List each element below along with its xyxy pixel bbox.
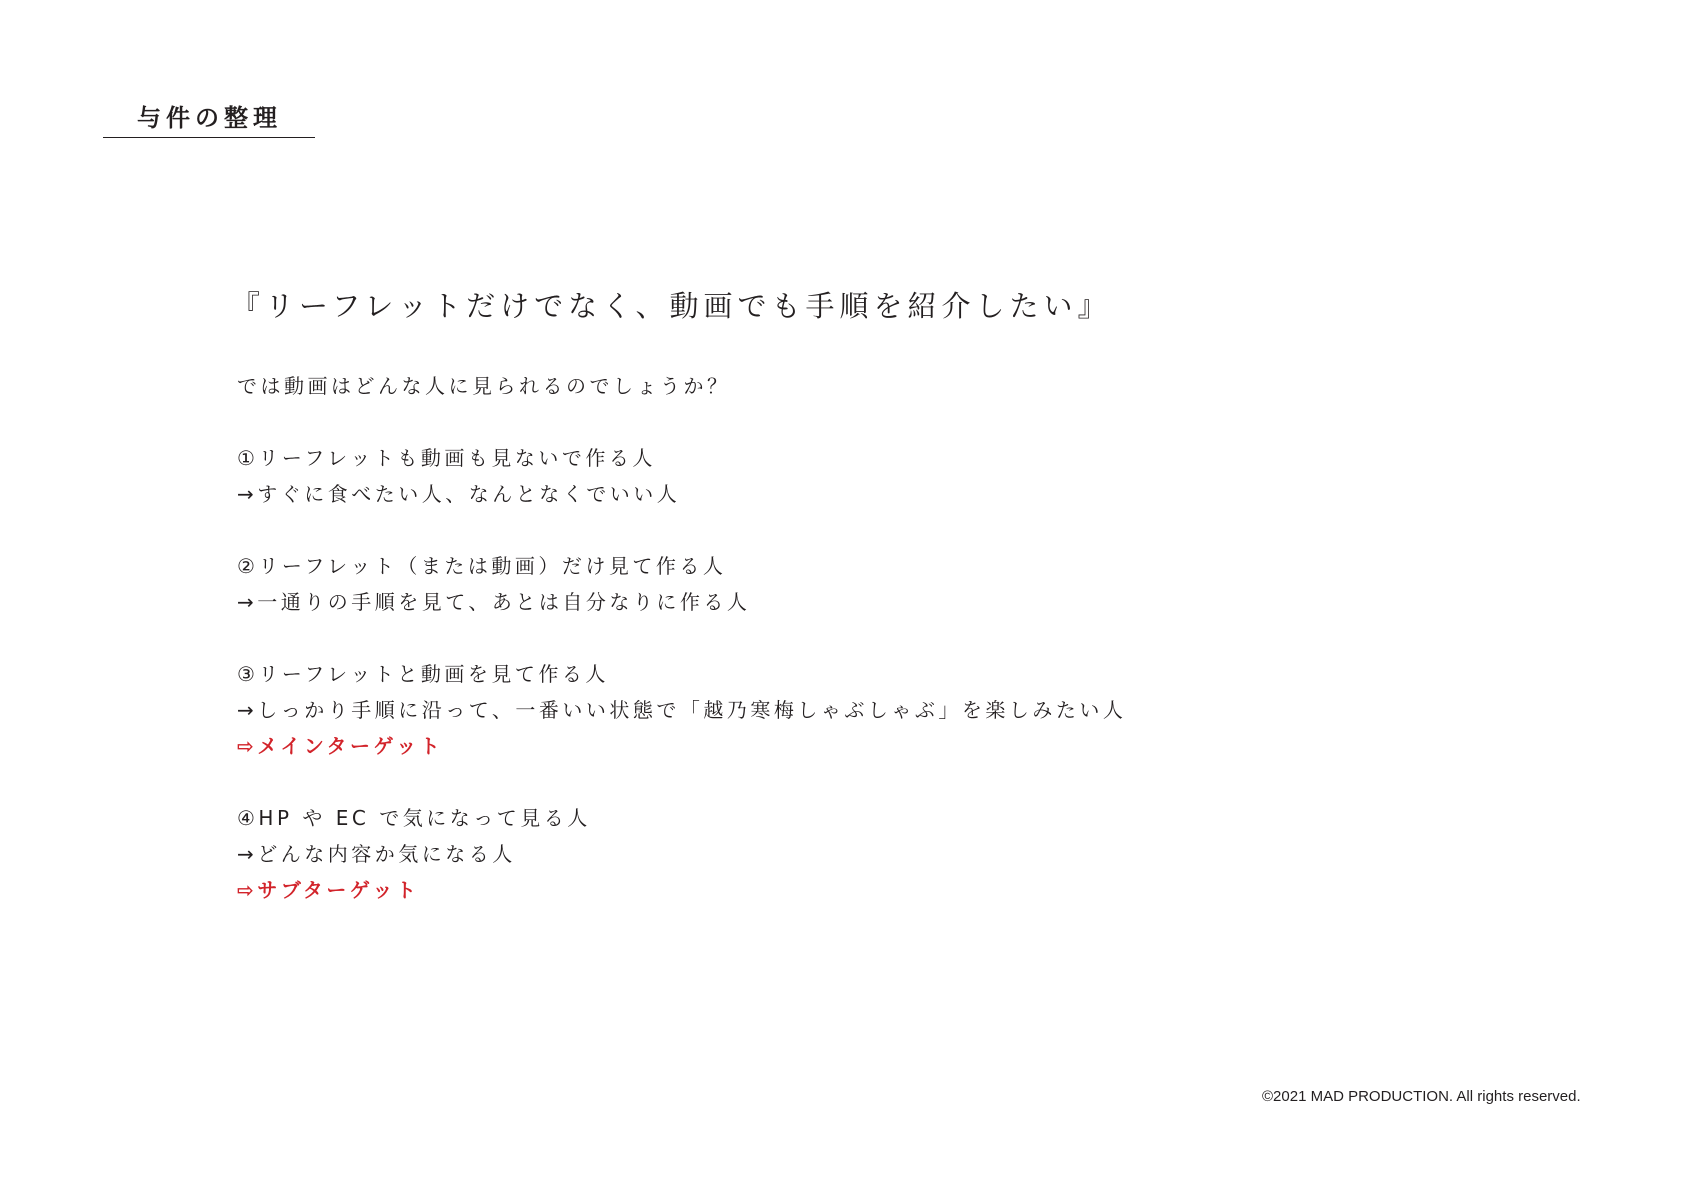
group-2-title: ②リーフレット（または動画）だけ見て作る人 xyxy=(237,554,727,578)
section-title: 与件の整理 xyxy=(137,104,282,132)
body-text xyxy=(237,368,1126,908)
section-title-underline xyxy=(103,137,315,138)
spacer xyxy=(237,404,1126,440)
main-target-label: ⇨メインターゲット xyxy=(237,734,444,758)
group-3-description: →しっかり手順に沿って、一番いい状態で「越乃寒梅しゃぶしゃぶ」を楽しみたい人 xyxy=(237,698,1127,722)
copyright: ©2021 MAD PRODUCTION. All rights reserved. xyxy=(1262,1088,1581,1105)
question-text: では動画はどんな人に見られるのでしょうか？ xyxy=(237,374,731,398)
spacer xyxy=(237,512,1126,548)
group-1-description: →すぐに食べたい人、なんとなくでいい人 xyxy=(237,482,681,506)
group-1-title: ①リーフレットも動画も見ないで作る人 xyxy=(237,446,656,470)
spacer xyxy=(237,620,1126,656)
group-2-description: →一通りの手順を見て、あとは自分なりに作る人 xyxy=(237,590,751,614)
group-3-title: ③リーフレットと動画を見て作る人 xyxy=(237,662,609,686)
group-4-title: ④HP や EC で気になって見る人 xyxy=(237,806,591,830)
sub-target-label: ⇨サブターゲット xyxy=(237,878,420,902)
headline: 『リーフレットだけでなく、動画でも手順を紹介したい』 xyxy=(231,289,1112,323)
spacer xyxy=(237,764,1126,800)
group-4-description: →どんな内容か気になる人 xyxy=(237,842,516,866)
